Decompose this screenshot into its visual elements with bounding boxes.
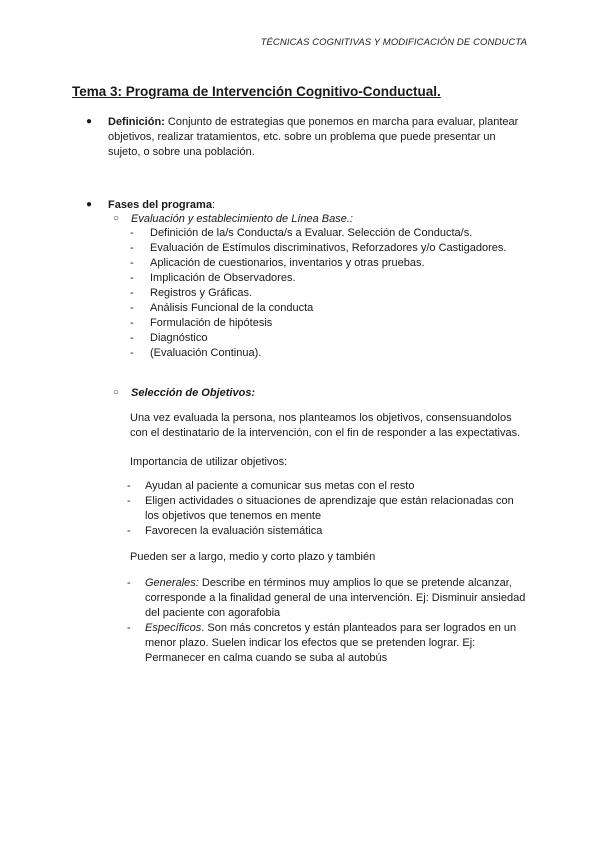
- list-item: [130, 331, 506, 346]
- tipos-objetivos-list: [127, 576, 527, 666]
- dash-marker: -: [127, 577, 131, 589]
- dash-marker: -: [130, 332, 134, 344]
- dash-marker: -: [130, 287, 134, 299]
- dash-marker: -: [130, 227, 134, 239]
- tipo-description: Describe en términos muy amplios lo que se pretende alcanzar, corresponde a la finalidad general de una intervención. Ej: Disminuir ansiedad del paciente con agorafobia: [145, 577, 526, 619]
- definicion-label: Definición:: [108, 116, 165, 128]
- list-item-text: Registros y Gráficas.: [150, 287, 253, 299]
- evaluacion-heading-colon: :: [349, 213, 353, 225]
- importancia-list: [127, 479, 527, 539]
- evaluacion-list: [130, 226, 506, 361]
- list-item-text: Formulación de hipótesis: [150, 317, 273, 329]
- tipo-term: Generales:: [145, 577, 199, 589]
- dash-marker: -: [130, 347, 134, 359]
- list-item: [127, 621, 527, 666]
- dash-marker: -: [130, 272, 134, 284]
- running-header: TÉCNICAS COGNITIVAS Y MODIFICACIÓN DE CONDUCTA: [260, 37, 527, 48]
- list-item-text: Ayudan al paciente a comunicar sus metas con el resto: [145, 480, 415, 492]
- dash-marker: -: [127, 480, 131, 492]
- list-item: [127, 576, 527, 621]
- fases-heading: [108, 198, 215, 213]
- list-item: [130, 316, 506, 331]
- seleccion-heading: Selección de Objetivos:: [131, 387, 256, 399]
- page-title: Tema 3: Programa de Intervención Cognitivo-Conductual.: [72, 84, 441, 99]
- dash-marker: -: [127, 495, 131, 507]
- dash-marker: -: [130, 242, 134, 254]
- list-item: [130, 256, 506, 271]
- seleccion-intro-paragraph: Una vez evaluada la persona, nos planteamos los objetivos, consensuandolos con el destinatario de la intervención, con el fin de responder a las expectativas.: [130, 412, 521, 439]
- definicion-paragraph: [108, 115, 528, 160]
- dash-marker: -: [130, 302, 134, 314]
- circle-bullet-icon: ○: [113, 213, 120, 224]
- dash-marker: -: [130, 317, 134, 329]
- list-item-text: (Evaluación Continua).: [150, 347, 262, 359]
- definicion-text: Conjunto de estrategias que ponemos en marcha para evaluar, plantear objetivos, realizar tratamientos, etc. sobre un problema que puede presentar un sujeto, o sobre una población.: [108, 116, 519, 158]
- list-item-text: Aplicación de cuestionarios, inventarios y otras pruebas.: [150, 257, 425, 269]
- list-item-text: Análisis Funcional de la conducta: [150, 302, 314, 314]
- list-item-text: Definición de la/s Conducta/s a Evaluar. Selección de Conducta/s.: [150, 227, 473, 239]
- tipo-description: . Son más concretos y están planteados para ser logrados en un menor plazo. Suelen indicar los efectos que se pretenden lograr. Ej: Permanecer en calma cuando se suba al autobús: [145, 622, 517, 664]
- dash-marker: -: [130, 257, 134, 269]
- list-item: [127, 479, 527, 494]
- list-item: [130, 346, 506, 361]
- list-item-text: Eligen actividades o situaciones de aprendizaje que están relacionadas con los objetivos que tenemos en mente: [145, 495, 514, 522]
- fases-colon: :: [211, 199, 215, 211]
- evaluacion-heading-text: Evaluación y establecimiento de Línea Base.: [131, 213, 350, 225]
- list-item: [127, 524, 527, 539]
- fases-label: Fases del programa: [108, 199, 212, 211]
- list-item-text: Favorecen la evaluación sistemática: [145, 525, 323, 537]
- circle-bullet-icon: ○: [113, 387, 120, 398]
- list-item: [127, 494, 527, 524]
- list-item: [130, 301, 506, 316]
- bullet-icon: ●: [86, 199, 93, 210]
- tipo-term: Específicos: [145, 622, 202, 634]
- list-item: [130, 271, 506, 286]
- list-item-text: Implicación de Observadores.: [150, 272, 296, 284]
- list-item: [130, 226, 506, 241]
- list-item: [130, 241, 506, 256]
- list-item: [130, 286, 506, 301]
- importancia-label: Importancia de utilizar objetivos:: [130, 456, 288, 468]
- list-item-text: Evaluación de Estímulos discriminativos, Reforzadores y/o Castigadores.: [150, 242, 507, 254]
- evaluacion-heading: [131, 212, 353, 227]
- list-item-text: Diagnóstico: [150, 332, 208, 344]
- dash-marker: -: [127, 525, 131, 537]
- plazo-paragraph: Pueden ser a largo, medio y corto plazo y también: [130, 551, 376, 563]
- bullet-icon: ●: [86, 116, 93, 127]
- dash-marker: -: [127, 622, 131, 634]
